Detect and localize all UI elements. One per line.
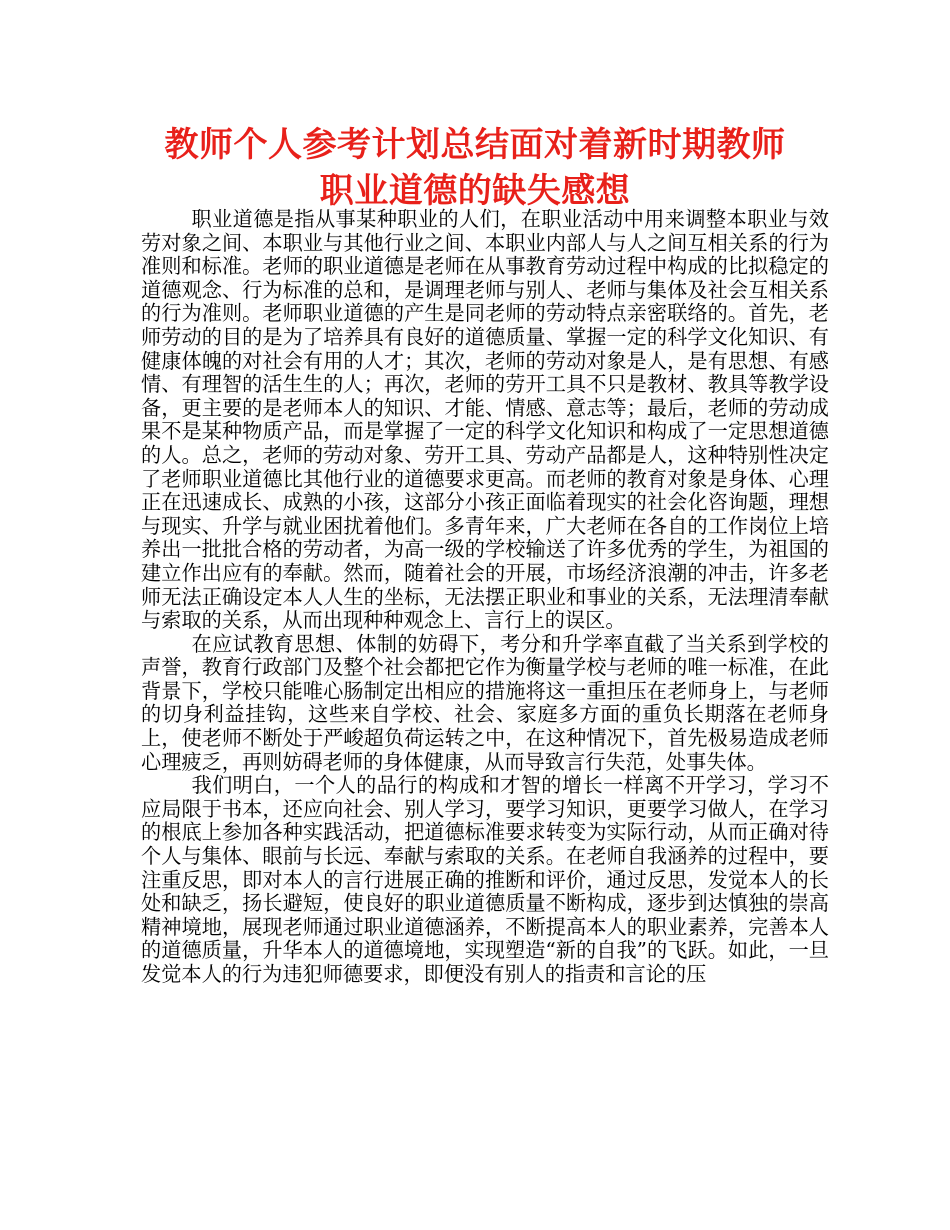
paragraph-2: 在应试教育思想、体制的妨碍下，考分和升学率直截了当关系到学校的声誉，教育行政部门及整个社会都把它作为衡量学校与老师的唯一标准，在此背景下，学校只能唯心肠制定出相应的措施将这一重担压在老师身上，与老师的切身利益挂钩，这些来自学校、社会、家庭多方面的重负长期落在老师身上，使老师不断处于严峻超负荷运转之中，在这种情况下，首先极易造成老师心理疲乏，再则妨碍老师的身体健康，从而导致言行失范，处事失体。 bbox=[141, 631, 829, 774]
title-line-1: 教师个人参考计划总结面对着新时期教师 bbox=[164, 125, 786, 165]
paragraph-1: 职业道德是指从事某种职业的人们，在职业活动中用来调整本职业与效劳对象之间、本职业与其他行业之间、本职业内部人与人之间互相关系的行为准则和标准。老师的职业道德是老师在从事教育劳动过程中构成的比拟稳定的道德观念、行为标准的总和，是调理老师与别人、老师与集体及社会互相关系的行为准则。老师职业道德的产生是同老师的劳动特点亲密联络的。首先，老师劳动的目的是为了培养具有良好的道德质量、掌握一定的科学文化知识、有健康体魄的对社会有用的人才；其次，老师的劳动对象是人，是有思想、有感情、有理智的活生生的人；再次，老师的劳开工具不只是教材、教具等教学设备，更主要的是老师本人的知识、才能、情感、意志等；最后，老师的劳动成果不是某种物质产品，而是掌握了一定的科学文化知识和构成了一定思想道德的人。总之，老师的劳动对象、劳开工具、劳动产品都是人，这种特别性决定了老师职业道德比其他行业的道德要求更高。而老师的教育对象是身体、心理正在迅速成长、成熟的小孩，这部分小孩正面临着现实的社会化咨询题，理想与现实、升学与就业困扰着他们。多青年来，广大老师在各自的工作岗位上培养出一批批合格的劳动者，为高一级的学校输送了许多优秀的学生，为祖国的建立作出应有的奉献。然而，随着社会的开展，市场经济浪潮的冲击，许多老师无法正确设定本人人生的坐标，无法摆正职业和事业的关系，无法理清奉献与索取的关系，从而出现种种观念上、言行上的误区。 bbox=[141, 207, 829, 633]
document-body bbox=[141, 208, 829, 987]
paragraph-3: 我们明白，一个人的品行的构成和才智的增长一样离不开学习，学习不应局限于书本，还应向社会、别人学习，要学习知识，更要学习做人，在学习的根底上参加各种实践活动，把道德标准要求转变为实际行动，从而正确对待个人与集体、眼前与长远、奉献与索取的关系。在老师自我涵养的过程中，要注重反思，即对本人的言行进展正确的推断和评价，通过反思，发觉本人的长处和缺乏，扬长避短，使良好的职业道德质量不断构成，逐步到达慎独的崇高精神境地，展现老师通过职业道德涵养，不断提高本人的职业素养，完善本人的道德质量，升华本人的道德境地，实现塑造“新的自我”的飞跃。如此，一旦发觉本人的行为违犯师德要求，即便没有别人的指责和言论的压 bbox=[141, 773, 829, 986]
title-line-2: 职业道德的缺失感想 bbox=[319, 171, 631, 211]
document-title bbox=[110, 122, 840, 214]
